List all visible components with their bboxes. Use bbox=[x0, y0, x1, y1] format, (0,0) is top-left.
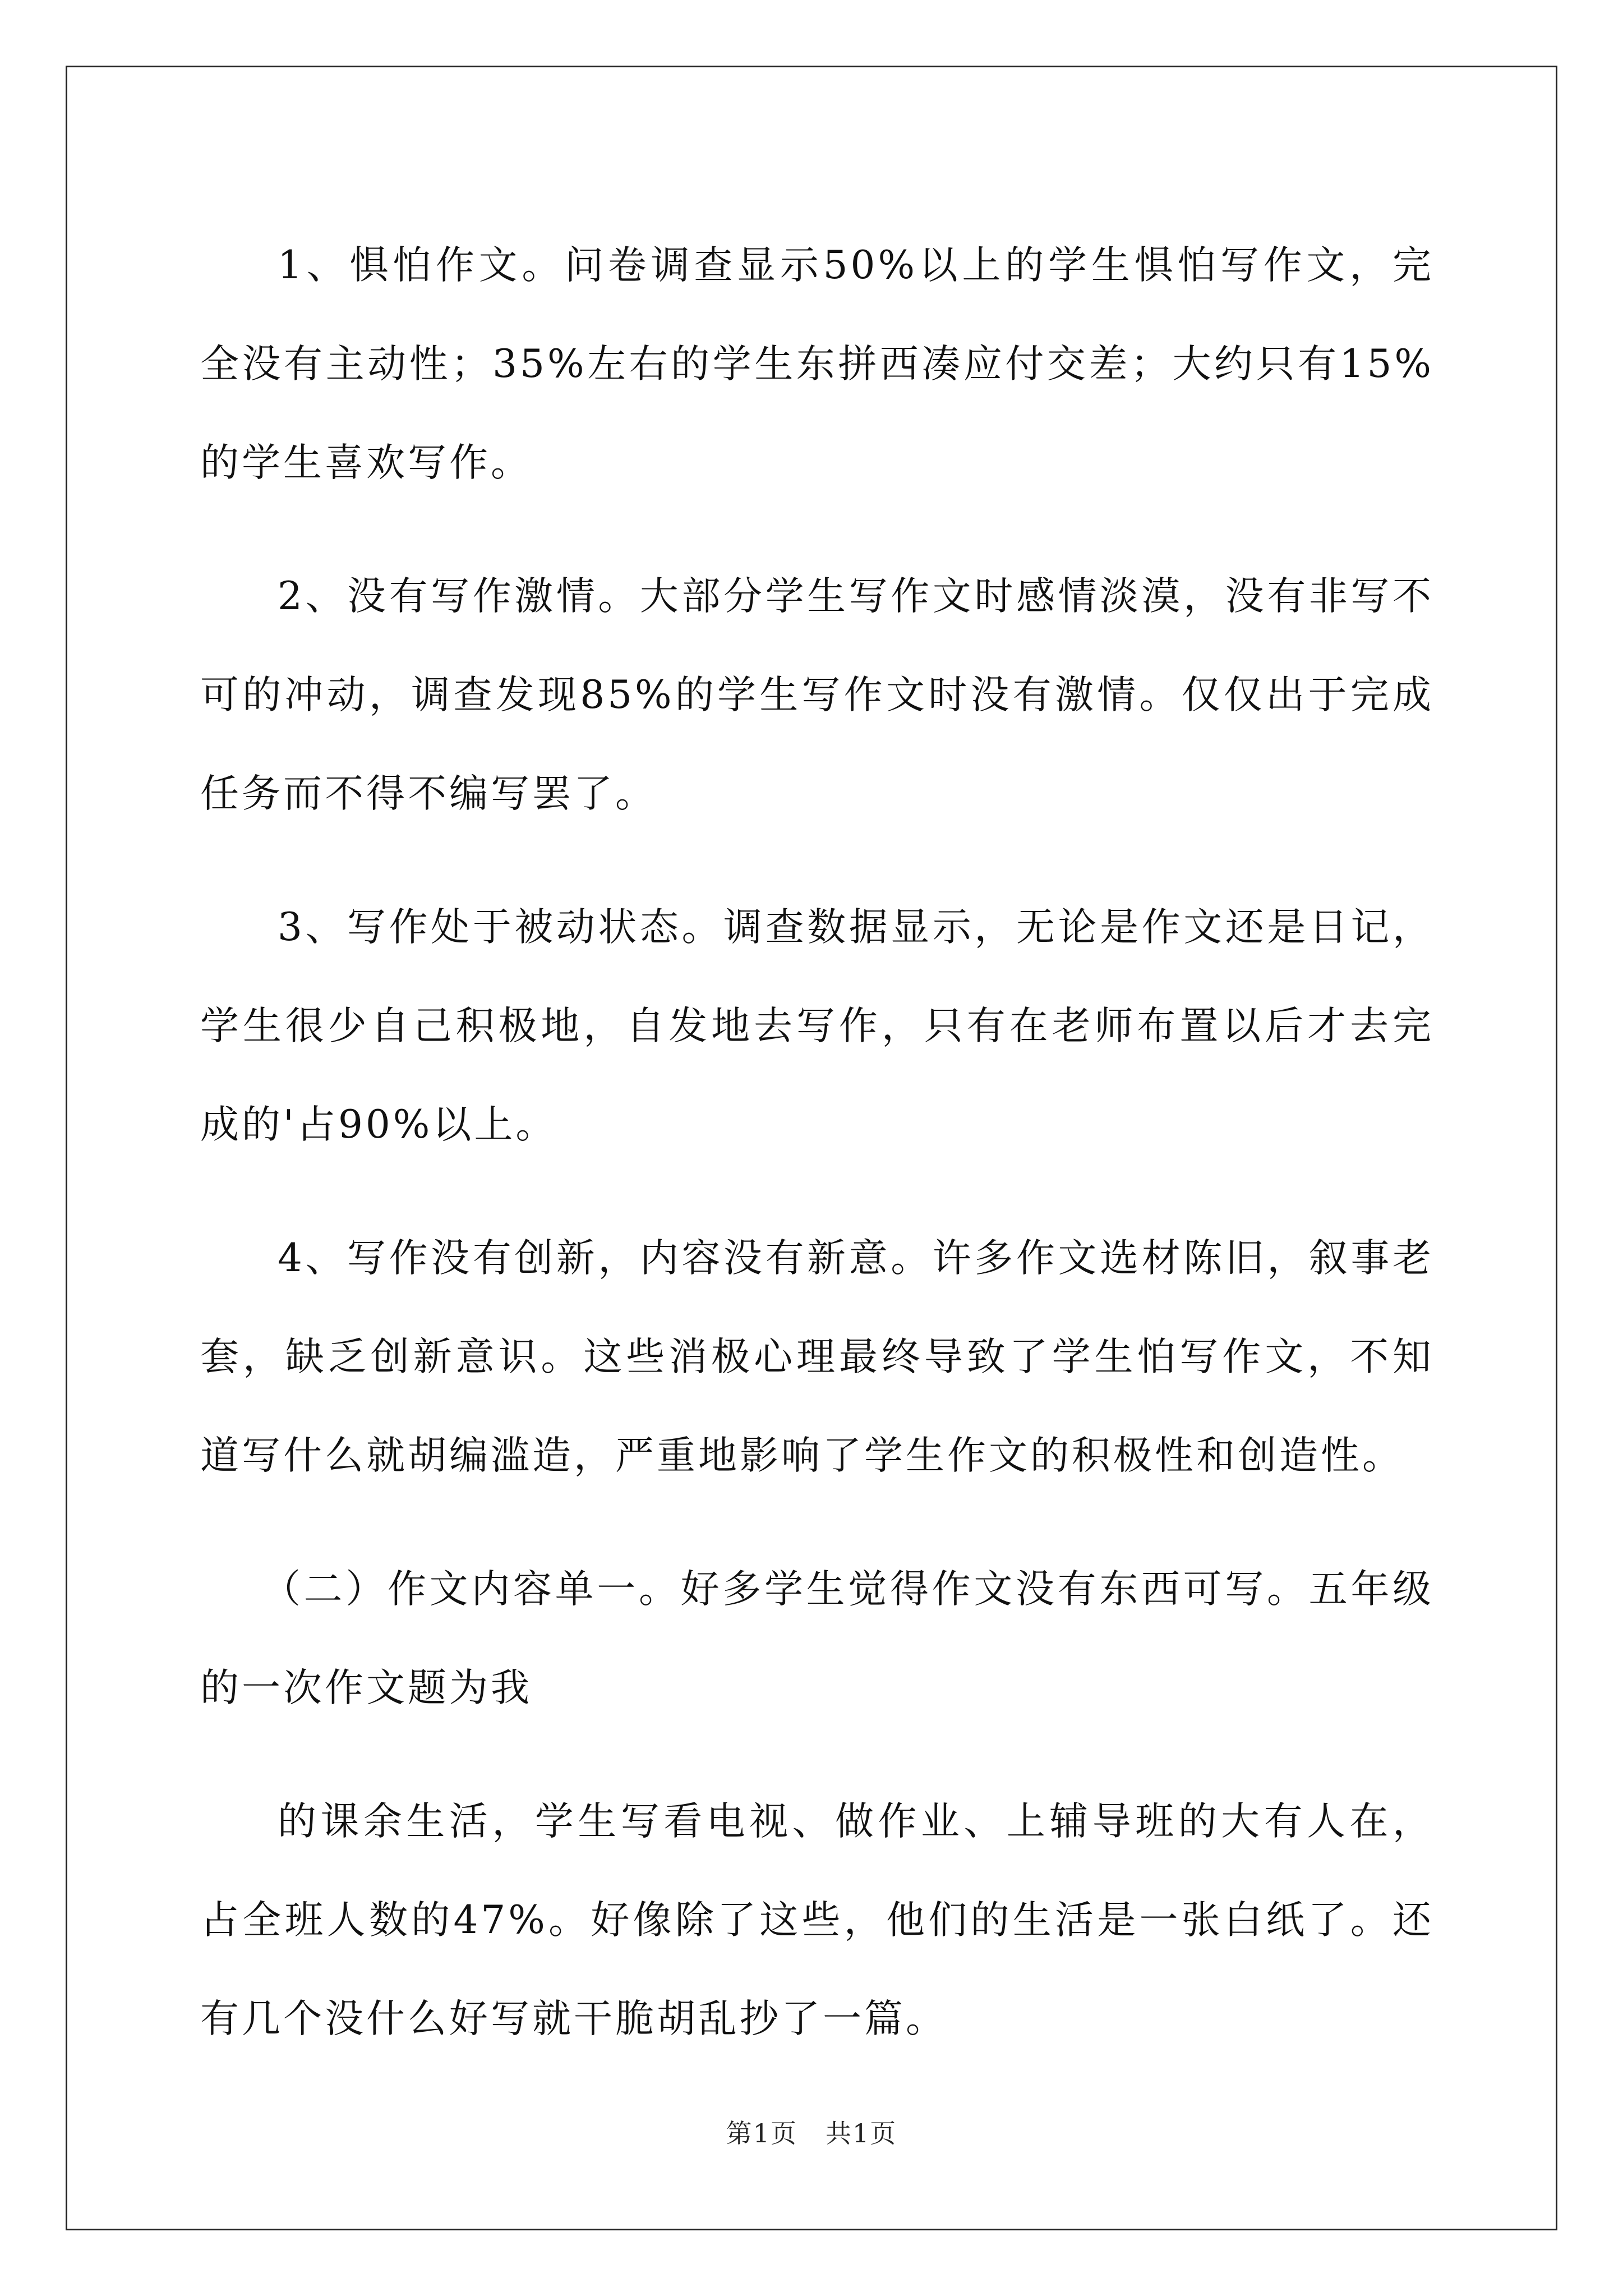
page-total: 共1页 bbox=[826, 2118, 897, 2148]
paragraph-no-passion: 2、没有写作激情。大部分学生写作文时感情淡漠，没有非写不可的冲动，调查发现85%的学生写作文时没有激情。仅仅出于完成任务而不得不编写罢了。 bbox=[200, 574, 1434, 816]
paragraph-fear-of-writing: 1、惧怕作文。问卷调查显示50%以上的学生惧怕写作文，完全没有主动性；35%左右的学生东拼西凑应付交差；大约只有15%的学生喜欢写作。 bbox=[200, 243, 1434, 485]
page-number: 第1页 bbox=[726, 2118, 797, 2148]
paragraph-single-content: （二）作文内容单一。好多学生觉得作文没有东西可写。五年级的一次作文题为我 bbox=[200, 1567, 1434, 1710]
document-body bbox=[200, 216, 1434, 2068]
paragraph-no-innovation: 4、写作没有创新，内容没有新意。许多作文选材陈旧，叙事老套，缺乏创新意识。这些消极心理最终导致了学生怕写作文，不知道写什么就胡编滥造，严重地影响了学生作文的积极性和创造性。 bbox=[200, 1236, 1434, 1478]
page-footer bbox=[0, 2113, 1623, 2150]
paragraph-after-school-life: 的课余生活，学生写看电视、做作业、上辅导班的大有人在，占全班人数的47%。好像除了这些，他们的生活是一张白纸了。还有几个没什么好写就干脆胡乱抄了一篇。 bbox=[200, 1799, 1434, 2041]
paragraph-passive-writing: 3、写作处于被动状态。调查数据显示，无论是作文还是日记，学生很少自己积极地，自发地去写作，只有在老师布置以后才去完成的'占90%以上。 bbox=[200, 905, 1434, 1147]
